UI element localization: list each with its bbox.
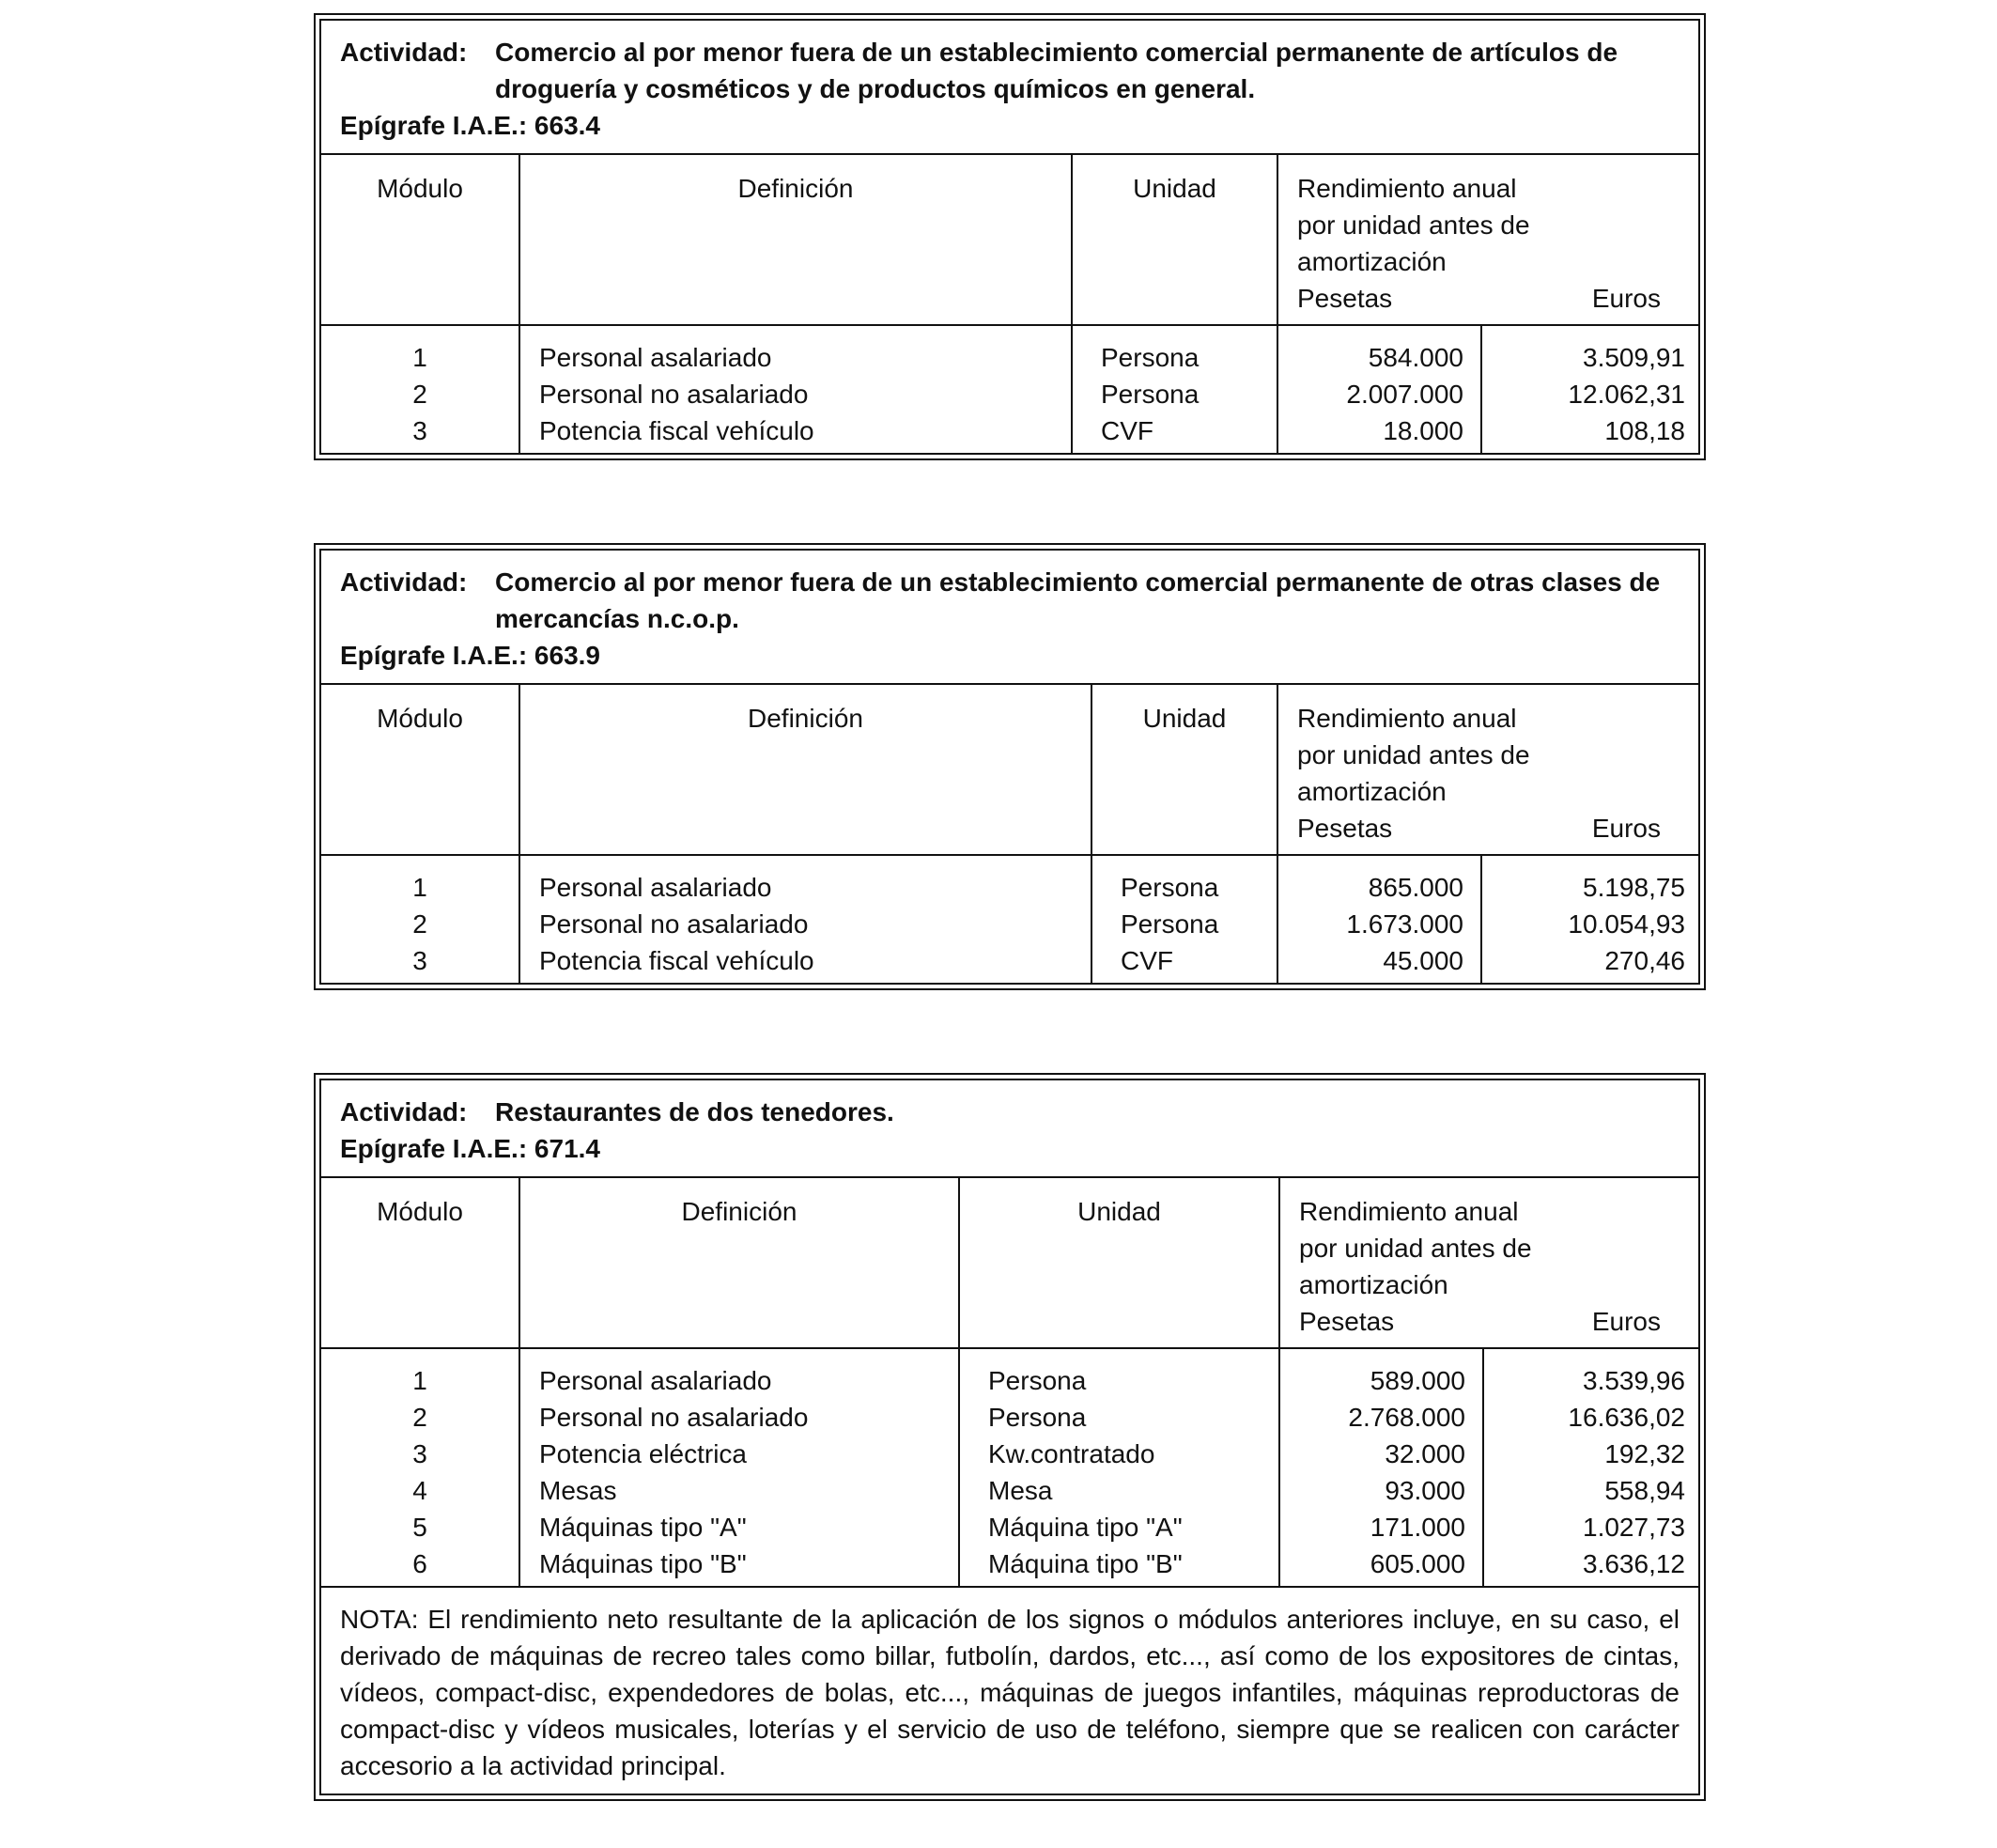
header-rend-line1: Rendimiento anual	[1299, 1197, 1519, 1226]
euros-cell: 192,32	[1604, 1439, 1685, 1468]
pesetas-cell: 2.007.000	[1346, 380, 1463, 409]
unidad-column	[1092, 856, 1278, 983]
definicion-cell: Mesas	[539, 1476, 617, 1505]
header-rend-line2: por unidad antes de	[1297, 210, 1530, 240]
modulo-cell: 1	[412, 873, 427, 902]
euros-cell: 16.636,02	[1568, 1403, 1685, 1432]
actividad-label: Actividad:	[340, 567, 468, 597]
header-rend-line1: Rendimiento anual	[1297, 704, 1517, 733]
header-rend-line3: amortización	[1297, 777, 1447, 806]
pesetas-cell: 18.000	[1383, 416, 1463, 445]
header-rend-line2: por unidad antes de	[1297, 740, 1530, 769]
actividad-label: Actividad:	[340, 1097, 468, 1126]
header-rend-line2: por unidad antes de	[1299, 1234, 1532, 1263]
header-pesetas: Pesetas	[1297, 284, 1393, 313]
euros-cell: 558,94	[1604, 1476, 1685, 1505]
modulo-cell: 3	[412, 416, 427, 445]
modulo-column	[321, 326, 520, 453]
header-euros: Euros	[1591, 1307, 1661, 1336]
unidad-column	[960, 1349, 1280, 1586]
modulo-cell: 5	[412, 1513, 427, 1542]
unidad-cell: Máquina tipo "A"	[988, 1513, 1183, 1542]
euros-cell: 270,46	[1604, 946, 1685, 975]
euros-cell: 12.062,31	[1568, 380, 1685, 409]
actividad-text: Comercio al por menor fuera de un establecimiento comercial permanente de otras clases de mercancías n.c.o.p.	[495, 567, 1661, 633]
definicion-column	[520, 326, 1073, 453]
header-modulo: Módulo	[321, 1178, 520, 1347]
definicion-cell: Personal asalariado	[539, 343, 772, 372]
definicion-cell: Personal no asalariado	[539, 909, 809, 939]
header-euros: Euros	[1591, 284, 1661, 313]
modulo-cell: 1	[412, 1366, 427, 1395]
header-unidad: Unidad	[960, 1178, 1280, 1347]
euros-cell: 1.027,73	[1583, 1513, 1685, 1542]
definicion-cell: Personal no asalariado	[539, 1403, 809, 1432]
unidad-cell: Mesa	[988, 1476, 1053, 1505]
nota: NOTA: El rendimiento neto resultante de la aplicación de los signos o módulos anteriores incluye, en su caso, el derivado de máquinas de recreo tales como billar, futbolín, dardos, etc..., así como de los expositores de cintas, vídeos, compact-disc, expendedores de bolas, etc..., máquinas de juegos infantiles, máquinas reproductoras de compact-disc y vídeos musicales, loterías y el servicio de uso de teléfono, siempre que se realicen con carácter accesorio a la actividad principal.	[321, 1586, 1698, 1794]
definicion-column	[520, 1349, 960, 1586]
definicion-cell: Personal asalariado	[539, 1366, 772, 1395]
pesetas-cell: 605.000	[1370, 1549, 1465, 1578]
modulo-cell: 2	[412, 380, 427, 409]
table-header	[321, 21, 1698, 155]
euros-column	[1484, 1349, 1698, 1586]
actividad-text: Comercio al por menor fuera de un establecimiento comercial permanente de artículos de droguería y cosméticos y de productos químicos en general.	[495, 38, 1618, 103]
header-definicion: Definición	[520, 155, 1073, 324]
header-pesetas: Pesetas	[1299, 1307, 1395, 1336]
actividad-text: Restaurantes de dos tenedores.	[495, 1097, 894, 1126]
definicion-cell: Personal no asalariado	[539, 380, 809, 409]
euros-cell: 3.539,96	[1583, 1366, 1685, 1395]
unidad-cell: Persona	[988, 1403, 1087, 1432]
pesetas-cell: 589.000	[1370, 1366, 1465, 1395]
euros-cell: 5.198,75	[1583, 873, 1685, 902]
header-pesetas: Pesetas	[1297, 814, 1393, 843]
modulo-cell: 2	[412, 1403, 427, 1432]
pesetas-column	[1278, 856, 1482, 983]
definicion-column	[520, 856, 1092, 983]
pesetas-cell: 93.000	[1385, 1476, 1465, 1505]
actividad-label: Actividad:	[340, 38, 468, 67]
modulo-cell: 3	[412, 1439, 427, 1468]
epigrafe: Epígrafe I.A.E.: 663.4	[340, 111, 600, 140]
modulo-cell: 3	[412, 946, 427, 975]
header-modulo: Módulo	[321, 155, 520, 324]
modulo-column	[321, 856, 520, 983]
epigrafe: Epígrafe I.A.E.: 671.4	[340, 1134, 600, 1163]
table-body	[321, 326, 1698, 453]
table-body	[321, 856, 1698, 983]
header-rendimiento	[1278, 685, 1698, 854]
pesetas-column	[1280, 1349, 1484, 1586]
euros-cell: 10.054,93	[1568, 909, 1685, 939]
header-rend-line3: amortización	[1299, 1270, 1448, 1299]
unidad-cell: Persona	[1121, 873, 1219, 902]
unidad-cell: Kw.contratado	[988, 1439, 1155, 1468]
pesetas-cell: 2.768.000	[1348, 1403, 1465, 1432]
module-table	[319, 549, 1700, 985]
unidad-cell: Persona	[988, 1366, 1087, 1395]
unidad-cell: Persona	[1101, 343, 1200, 372]
header-rend-line1: Rendimiento anual	[1297, 174, 1517, 203]
table-header	[321, 551, 1698, 685]
header-rendimiento	[1280, 1178, 1698, 1347]
module-table	[319, 1079, 1700, 1795]
euros-cell: 3.636,12	[1583, 1549, 1685, 1578]
module-table	[319, 19, 1700, 455]
definicion-cell: Personal asalariado	[539, 873, 772, 902]
modulo-cell: 6	[412, 1549, 427, 1578]
modulo-cell: 1	[412, 343, 427, 372]
header-rend-line3: amortización	[1297, 247, 1447, 276]
pesetas-cell: 32.000	[1385, 1439, 1465, 1468]
header-unidad: Unidad	[1073, 155, 1278, 324]
header-rendimiento	[1278, 155, 1698, 324]
unidad-cell: Máquina tipo "B"	[988, 1549, 1183, 1578]
unidad-cell: Persona	[1101, 380, 1200, 409]
epigrafe: Epígrafe I.A.E.: 663.9	[340, 641, 600, 670]
table-header	[321, 1080, 1698, 1178]
column-headers	[321, 1178, 1698, 1349]
pesetas-cell: 171.000	[1370, 1513, 1465, 1542]
definicion-cell: Máquinas tipo "A"	[539, 1513, 747, 1542]
header-euros: Euros	[1591, 814, 1661, 843]
modulo-cell: 4	[412, 1476, 427, 1505]
euros-column	[1482, 856, 1698, 983]
header-modulo: Módulo	[321, 685, 520, 854]
pesetas-cell: 1.673.000	[1346, 909, 1463, 939]
definicion-cell: Máquinas tipo "B"	[539, 1549, 747, 1578]
modulo-cell: 2	[412, 909, 427, 939]
pesetas-cell: 45.000	[1383, 946, 1463, 975]
definicion-cell: Potencia fiscal vehículo	[539, 416, 814, 445]
modulo-column	[321, 1349, 520, 1586]
euros-cell: 3.509,91	[1583, 343, 1685, 372]
unidad-cell: CVF	[1121, 946, 1173, 975]
header-definicion: Definición	[520, 1178, 960, 1347]
definicion-cell: Potencia eléctrica	[539, 1439, 748, 1468]
column-headers	[321, 685, 1698, 856]
column-headers	[321, 155, 1698, 326]
euros-column	[1482, 326, 1698, 453]
unidad-column	[1073, 326, 1278, 453]
table-body	[321, 1349, 1698, 1586]
unidad-cell: Persona	[1121, 909, 1219, 939]
header-unidad: Unidad	[1092, 685, 1278, 854]
pesetas-cell: 865.000	[1368, 873, 1463, 902]
pesetas-column	[1278, 326, 1482, 453]
definicion-cell: Potencia fiscal vehículo	[539, 946, 814, 975]
unidad-cell: CVF	[1101, 416, 1153, 445]
pesetas-cell: 584.000	[1368, 343, 1463, 372]
header-definicion: Definición	[520, 685, 1092, 854]
euros-cell: 108,18	[1604, 416, 1685, 445]
